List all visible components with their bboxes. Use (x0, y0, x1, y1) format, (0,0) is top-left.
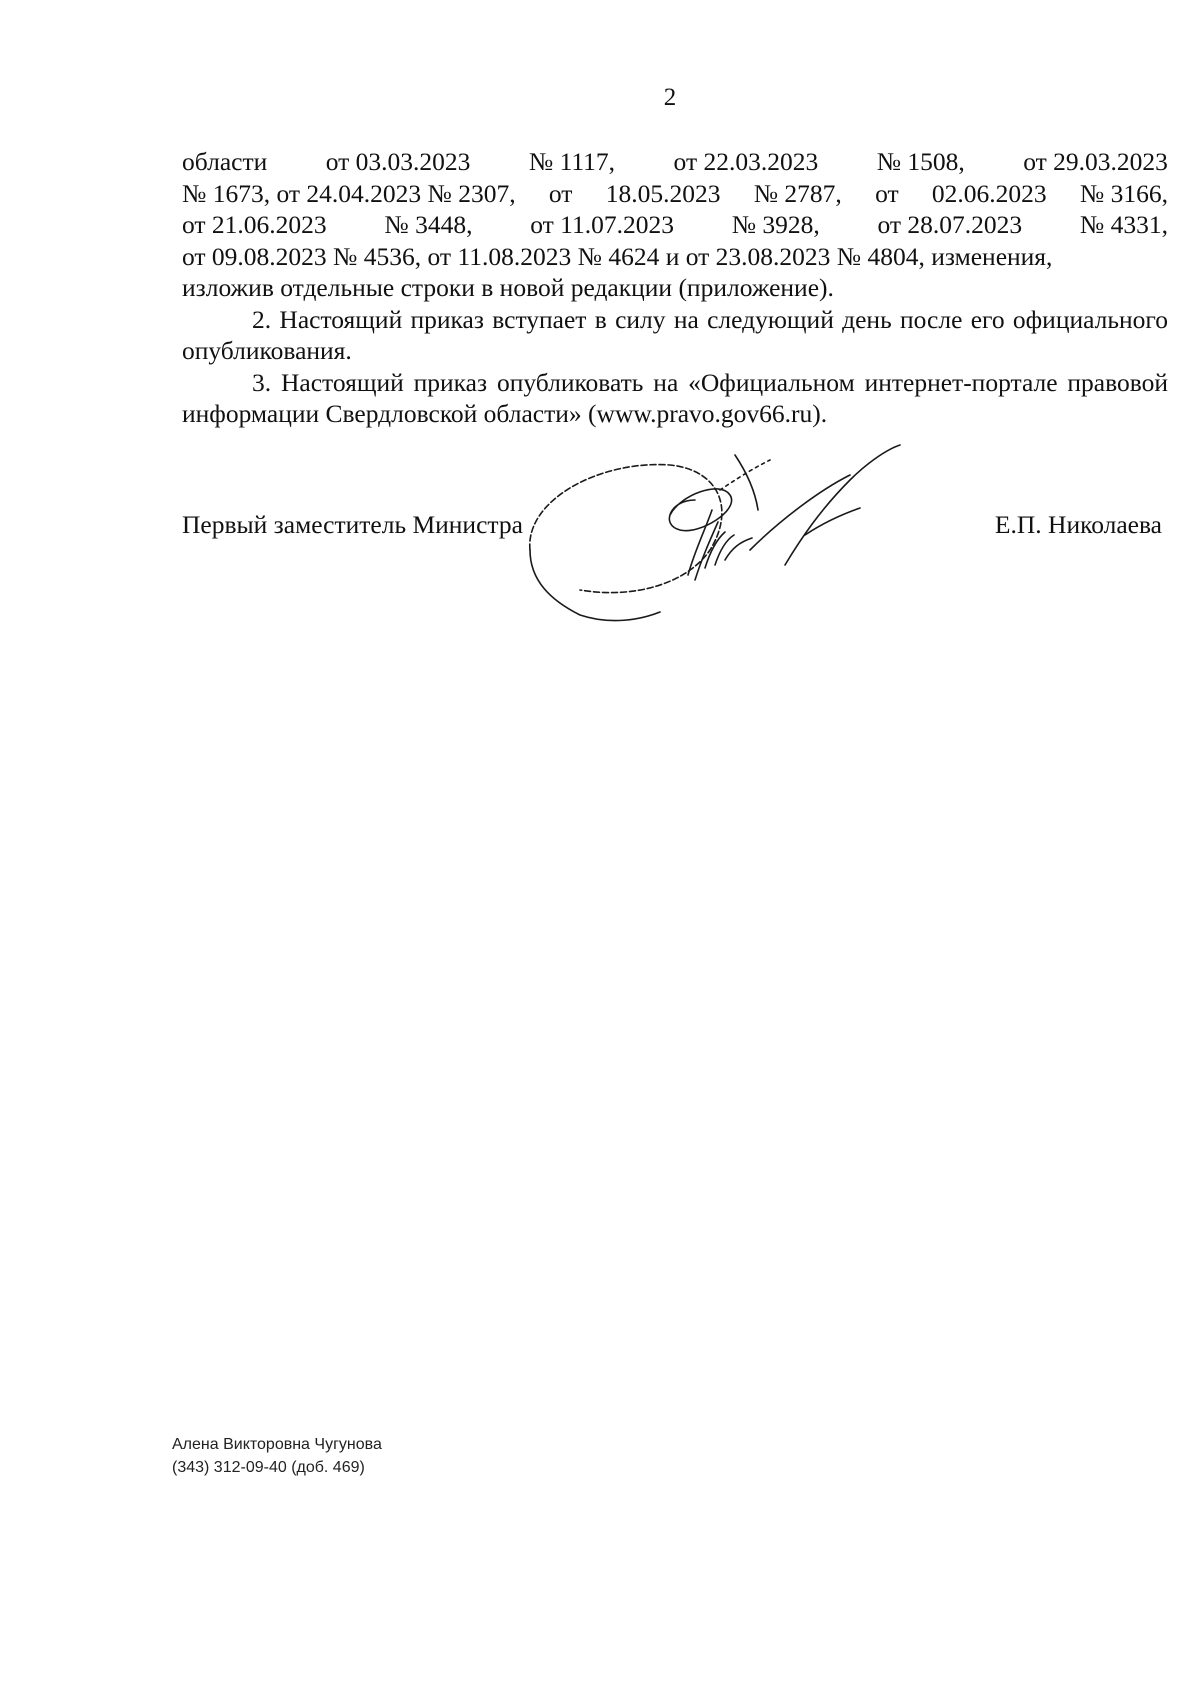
page-number: 2 (663, 84, 677, 111)
paragraph-1-line-5: изложив отдельные строки в новой редакции (приложение). (182, 273, 834, 302)
executor-info (172, 1433, 382, 1479)
paragraph-3: 3. Настоящий приказ опубликовать на «Официальном интернет-портале правовой информации Свердловской области» (www.pravo.gov66.ru). (182, 367, 1168, 428)
paragraph-2: 2. Настоящий приказ вступает в силу на следующий день после его официального опубликования. (182, 304, 1168, 365)
handwritten-signature (520, 440, 920, 640)
signer-title: Первый заместитель Министра (182, 510, 523, 539)
paragraph-1 (182, 146, 1168, 304)
signer-name: Е.П. Николаева (994, 510, 1162, 539)
paragraph-1-line-1: области от 03.03.2023 № 1117, от 22.03.2023 № 1508, от 29.03.2023 (182, 147, 1168, 176)
executor-name: Алена Викторовна Чугунова (172, 1436, 382, 1453)
executor-phone: (343) 312-09-40 (доб. 469) (172, 1459, 365, 1476)
document-body (182, 146, 1168, 430)
paragraph-1-line-3: от 21.06.2023 № 3448, от 11.07.2023 № 3928, от 28.07.2023 № 4331, (182, 210, 1168, 239)
paragraph-1-line-4: от 09.08.2023 № 4536, от 11.08.2023 № 4624 и от 23.08.2023 № 4804, изменения, (182, 241, 1053, 271)
paragraph-1-line-2: № 1673, от 24.04.2023 № 2307, от 18.05.2023 № 2787, от 02.06.2023 № 3166, (182, 178, 1168, 208)
